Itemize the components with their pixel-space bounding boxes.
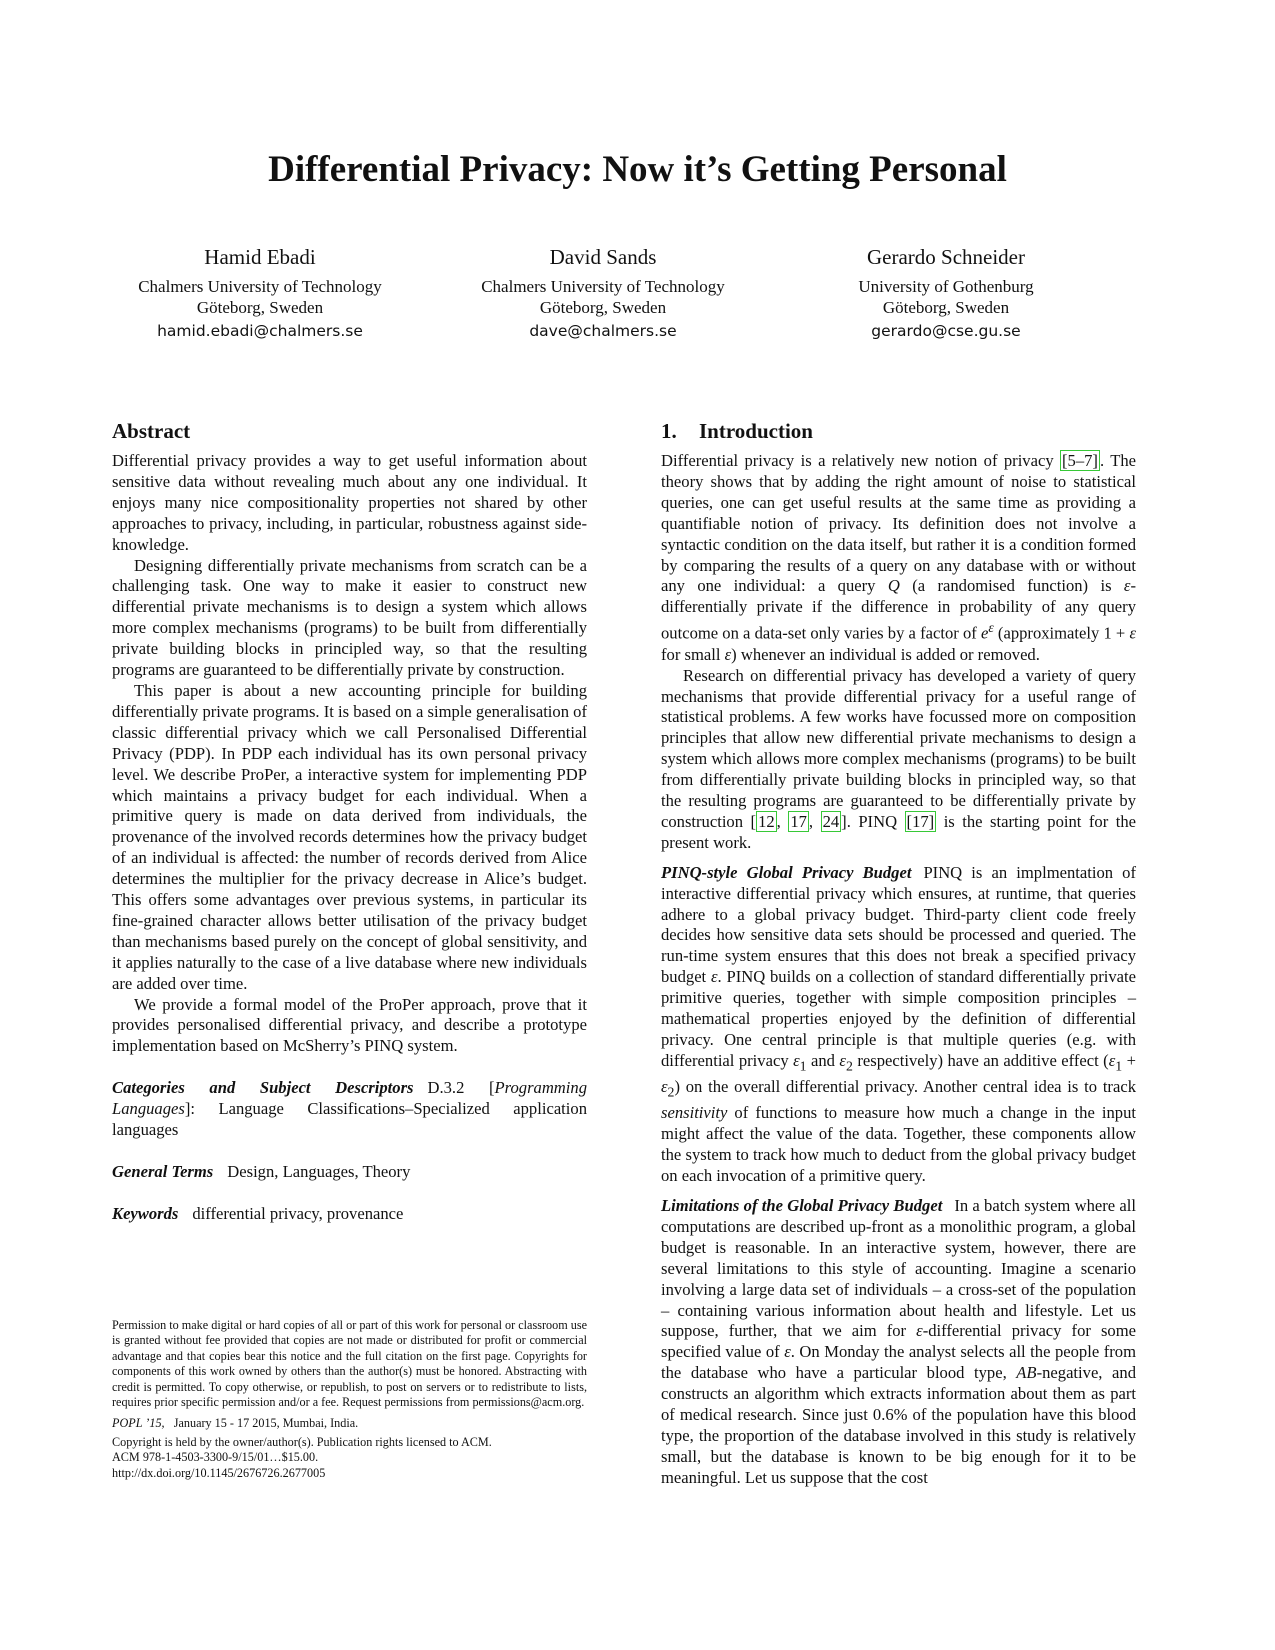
keywords <box>112 1204 587 1225</box>
author-email: gerardo@cse.gu.se <box>871 322 1021 340</box>
text: Differential privacy is a relatively new notion of privacy <box>661 451 1061 470</box>
paragraph-heading: PINQ-style Global Privacy Budget <box>661 862 912 882</box>
categories-descriptors: Categories and Subject Descriptors D.3.2 [Programming Languages]: Language Classifications–Specialized application languages <box>112 1078 587 1140</box>
text: and <box>806 1050 840 1070</box>
abstract-paragraph: This paper is about a new accounting principle for building differentially private programs. It is based on a simple generalisation of classic differential privacy which we call Personalised Differential Privacy (PDP). In PDP each individual has its own personal privacy level. We describe ProPer, a interactive system for implementing PDP which maintains a privacy budget for each individual. When a primitive query is made on data derived from individuals, the provenance of the involved records determines how the privacy budget of an individual is affected: the number of records derived from Alice determines the multiplier for the privacy decrease in Alice’s budget. This offers some advantages over previous systems, in particular its fine-grained character allows better utilisation of the privacy budget than mechanisms based purely on the concept of global sensitivity, and it applies naturally to the case of a live database where new individuals are added over time. <box>112 680 587 993</box>
intro-paragraph-2: Research on differential privacy has developed a variety of query mechanisms that provide differential privacy for a useful range of statistical problems. A few works have focussed more on composition principles that allow new differential private mechanisms to design a system which allows more complex mechanisms (programs) to be built from differentially private building blocks in principled way, so that the resulting programs are guaranteed to be differentially private by construction [ 12 , 17 , 24 ]. PINQ [17] is the starting point for the present work. <box>661 665 1137 852</box>
categories-label: Categories and Subject Descriptors <box>112 1078 414 1098</box>
keywords-value: differential privacy, provenance <box>192 1203 404 1223</box>
math-symbol: ε <box>724 644 732 664</box>
math-symbol: ε <box>1108 1050 1116 1070</box>
affiliation-location: Göteborg, Sweden <box>196 298 324 317</box>
copyright-footnote <box>112 1318 587 1481</box>
text: Research on differential privacy has developed a variety of query mechanisms that provide differential privacy for a useful range of statistical problems. A few works have focussed more on composition principles that allow new differential private mechanisms to design a system which allows more complex mechanisms (programs) to be built from differentially private building blocks in principled way, so that the resulting programs are guaranteed to be differentially private by construction <box>661 665 1136 831</box>
paragraph-heading: Limitations of the Global Privacy Budget <box>661 1195 943 1215</box>
copyright-line: Copyright is held by the owner/author(s). Publication rights licensed to ACM. <box>112 1434 492 1449</box>
citation-link[interactable]: 12 <box>758 811 775 831</box>
isbn-line: ACM 978-1-4503-3300-9/15/01…$15.00. <box>112 1450 319 1465</box>
venue-name: POPL ’15, <box>112 1416 165 1431</box>
section-heading <box>661 418 1136 444</box>
general-terms <box>112 1162 587 1183</box>
affiliation-location: Göteborg, Sweden <box>539 298 667 317</box>
text: . PINQ <box>846 811 905 831</box>
affiliation-location: Göteborg, Sweden <box>882 298 1010 317</box>
text: . PINQ builds on a collection of standard differentially private primitive queries, together with simple composition principles – mathematical properties enjoyed by the definition of differential privacy. One central principle is that multiple queries (e.g. with differential privacy <box>661 967 1136 1070</box>
section-title: Introduction <box>699 419 813 443</box>
categories-code: D.3.2 <box>427 1078 465 1098</box>
math-symbol: ε <box>839 1050 846 1070</box>
author-3 <box>796 244 1096 342</box>
math-subscript: 1 <box>1115 1058 1123 1074</box>
math-symbol: ε <box>661 1077 668 1097</box>
math-symbol: AB <box>1016 1363 1037 1383</box>
author-name: Gerardo Schneider <box>866 245 1025 269</box>
general-terms-label: General Terms <box>112 1162 214 1181</box>
permission-notice: Permission to make digital or hard copies of all or part of this work for personal or classroom use is granted without fee provided that copies are not made or distributed for profit or commercial advantage and that copies bear this notice and the full citation on the first page. Copyrights for components of this work owned by others than the author(s) must be honored. Abstracting with credit is permitted. To copy otherwise, or republish, to post on servers or to redistribute to lists, requires prior specific permission and/or a fee. Request permissions from permissions@acm.org. <box>112 1318 587 1410</box>
math-symbol: ε <box>793 1050 800 1070</box>
text: for small <box>661 644 725 664</box>
left-column <box>112 418 587 1225</box>
author-affiliation <box>110 276 410 318</box>
right-column <box>661 418 1136 1489</box>
math-symbol: ε <box>916 1321 923 1341</box>
text: -differentially private if the difference in probability of any query outcome on a data-set only varies by a factor of <box>661 576 1136 643</box>
limitations-paragraph <box>661 1196 1136 1489</box>
citation-link[interactable]: 24 <box>822 811 840 831</box>
math-symbol: ε <box>710 967 718 987</box>
abstract-paragraph: We provide a formal model of the ProPer approach, prove that it provides personalised differential privacy, and describe a prototype implementation based on McSherry’s PINQ system. <box>112 994 587 1056</box>
doi-link[interactable]: http://dx.doi.org/10.1145/2676726.2677005 <box>112 1465 326 1480</box>
abstract-paragraph: Designing differentially private mechanisms from scratch can be a challenging task. One way to make it easier to construct new differential private mechanisms is to design a system which allows more complex mechanisms (programs) to be built from differentially private building blocks in principled way, so that the resulting programs are guaranteed to be differentially private by construction. <box>112 555 587 680</box>
citation-link[interactable]: [5–7] <box>1062 451 1098 470</box>
author-email: hamid.ebadi@chalmers.se <box>157 322 363 340</box>
categories-rest: : Language Classifications–Specialized application languages <box>112 1099 587 1140</box>
math-superscript: ε <box>988 620 994 636</box>
math-symbol: ε <box>784 1342 791 1362</box>
author-name: David Sands <box>549 245 657 269</box>
pinq-paragraph <box>661 863 1136 1187</box>
text: -negative, and constructs an algorithm which extracts information about them as part of medical research. Since just 0.6% of the population have this blood type, the proportion of the database involved in this study is relatively small, but the database is known to be big enough for it to be meaningful. Let us suppose that the cost <box>661 1363 1136 1487</box>
text: (approximately 1 + <box>993 623 1130 643</box>
text: . On Monday the analyst selects all the people from the database who have a particular blood type, <box>661 1342 1136 1383</box>
venue-details: January 15 - 17 2015, Mumbai, India. <box>173 1416 359 1431</box>
text: respectively) have an additive effect ( <box>852 1050 1109 1070</box>
citation-link[interactable]: 17 <box>790 811 807 831</box>
paper-title: Differential Privacy: Now it’s Getting Personal <box>268 149 1007 190</box>
author-name: Hamid Ebadi <box>204 245 316 269</box>
math-symbol: Q <box>887 576 900 596</box>
text: + <box>1122 1050 1136 1070</box>
abstract-heading: Abstract <box>112 419 191 443</box>
text: In a batch system where all computations are described up-front as a monolithic program, a global budget is reasonable. In an interactive system, however, there are several limitations to this style of accounting. Imagine a scenario involving a large data set of individuals – a cross-set of the population – containing various information about health and lifestyle. Let us suppose, further, that we aim for <box>661 1195 1136 1341</box>
author-affiliation <box>453 276 753 318</box>
author-affiliation <box>796 276 1096 318</box>
intro-paragraph-1 <box>661 451 1136 666</box>
author-email: dave@chalmers.se <box>529 322 677 340</box>
text: is the starting point for the present work. <box>661 811 1137 852</box>
affiliation-name: Chalmers University of Technology <box>481 277 725 296</box>
math-symbol: e <box>980 623 989 643</box>
section-number: 1. <box>661 419 677 443</box>
keywords-label: Keywords <box>112 1203 179 1223</box>
math-subscript: 1 <box>799 1058 807 1074</box>
math-symbol: ε <box>1123 576 1131 596</box>
author-1 <box>110 244 410 342</box>
text: (a randomised function) is <box>899 576 1124 596</box>
general-terms-value: Design, Languages, Theory <box>227 1162 411 1181</box>
math-subscript: 2 <box>845 1058 853 1074</box>
text: -differential privacy for some specified value of <box>661 1321 1136 1362</box>
abstract-paragraph: Differential privacy provides a way to get useful information about sensitive data without revealing much about any one individual. It enjoys many nice compositionality properties not shared by other approaches to privacy, including, in particular, robustness against side-knowledge. <box>112 451 587 554</box>
math-subscript: 2 <box>667 1084 675 1100</box>
categories-italic: Programming Languages <box>112 1078 587 1119</box>
text: PINQ is an implmentation of interactive differential privacy which ensures, at runtime, that queries adhere to a global privacy budget. Third-party client code freely decides how sensitive data sets should be processed and queried. The run-time system ensures that this does not break a specified privacy budget <box>661 862 1136 987</box>
text: . The theory shows that by adding the right amount of noise to statistical queries, one can get useful results at the same time as providing a quantifiable notion of privacy. Its definition does not involve a syntactic condition on the data itself, but rather it is a condition formed by comparing the results of a query on any database with or without any one individual: a query <box>661 451 1136 596</box>
venue-line <box>112 1416 587 1431</box>
text: ) whenever an individual is added or removed. <box>731 644 1040 664</box>
text: of functions to measure how much a change in the input might affect the value of the data. Together, these components allow the system to track how much to deduct from the global privacy budget on each invocation of a primitive query. <box>661 1103 1136 1186</box>
affiliation-name: University of Gothenburg <box>858 277 1034 296</box>
affiliation-name: Chalmers University of Technology <box>138 277 382 296</box>
emphasis: sensitivity <box>661 1103 728 1123</box>
math-symbol: ε <box>1129 623 1136 643</box>
citation-link[interactable]: [17] <box>906 811 935 831</box>
text: ) on the overall differential privacy. Another central idea is to track <box>674 1077 1136 1097</box>
author-2 <box>453 244 753 342</box>
